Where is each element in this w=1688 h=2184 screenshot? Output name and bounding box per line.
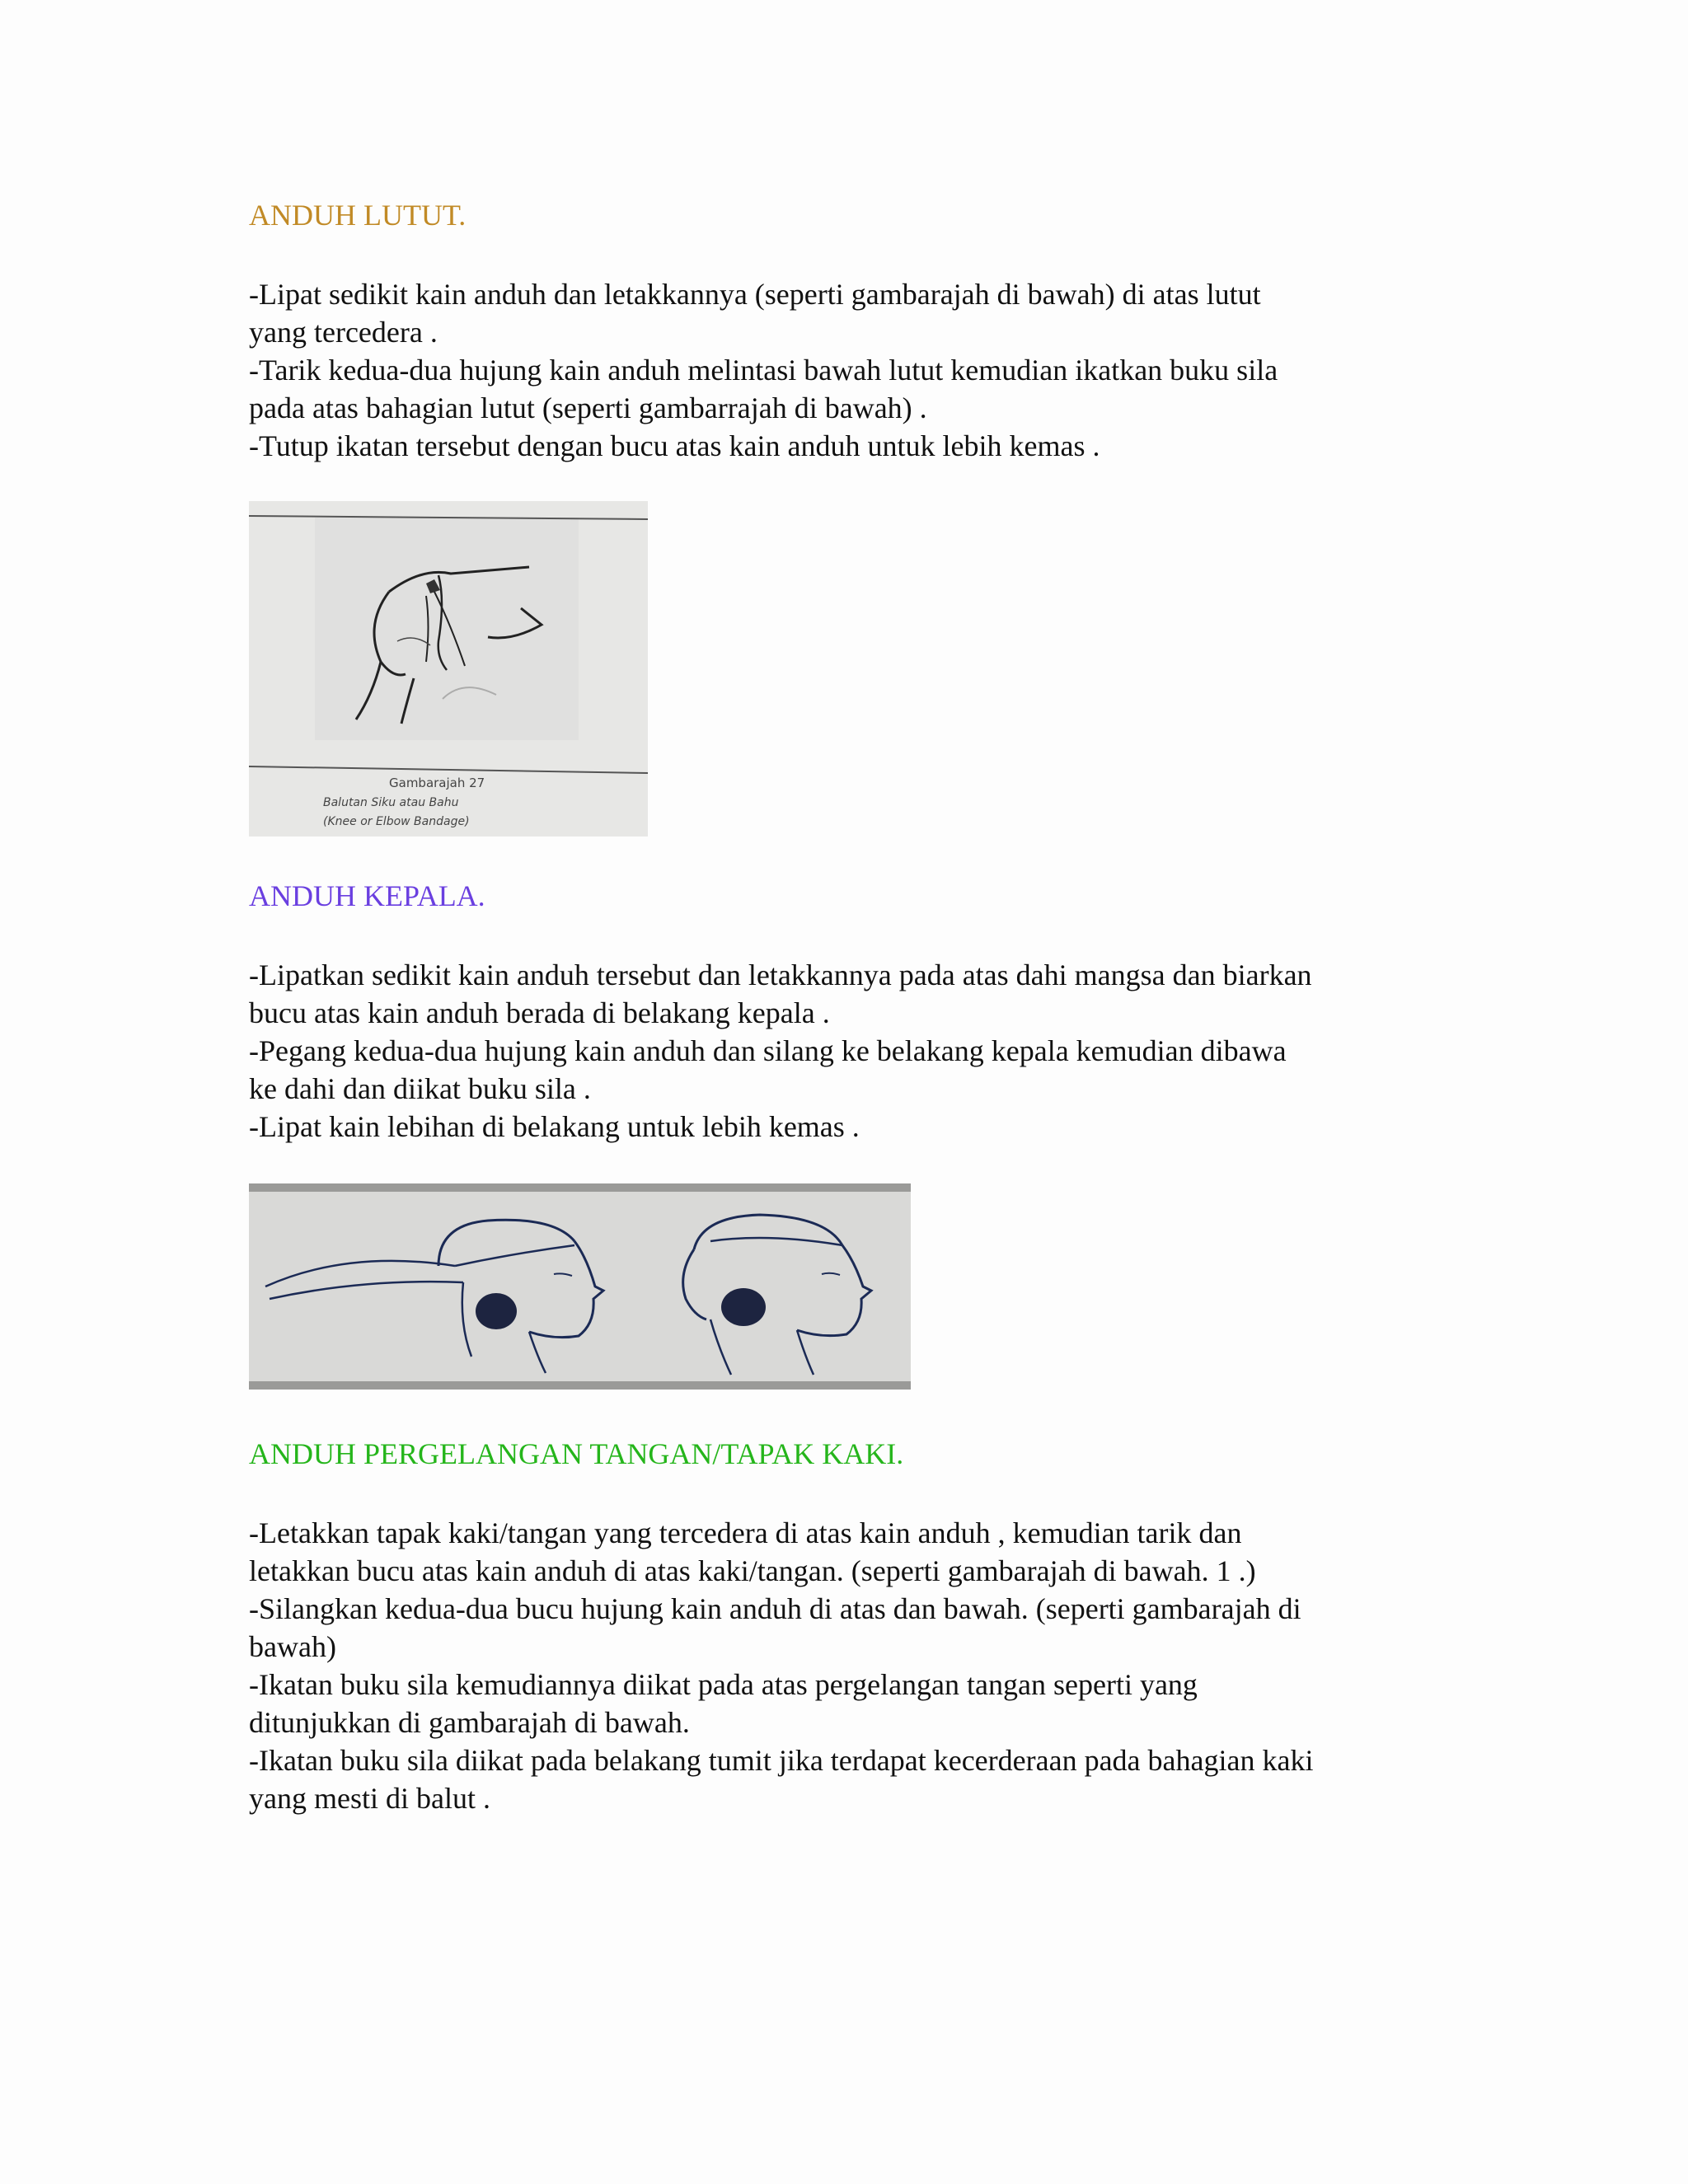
figure-caption-line-2: Balutan Siku atau Bahu	[323, 796, 459, 809]
knee-bandage-illustration	[249, 501, 648, 837]
text-line: -Tutup ikatan tersebut dengan bucu atas kain anduh untuk lebih kemas .	[249, 429, 1100, 462]
figure-caption-line-1: Gambarajah 27	[389, 776, 485, 790]
text-line: -Ikatan buku sila kemudiannya diikat pada atas pergelangan tangan seperti yang	[249, 1668, 1198, 1701]
text-line: -Lipat kain lebihan di belakang untuk lebih kemas .	[249, 1110, 860, 1143]
knee-bandage-drawing	[249, 501, 648, 837]
document-content	[249, 196, 1469, 1817]
text-line: yang tercedera .	[249, 316, 438, 349]
head-bandage-drawing	[249, 1183, 911, 1390]
head-bandage-illustration	[249, 1183, 911, 1390]
text-line: -Pegang kedua-dua hujung kain anduh dan silang ke belakang kepala kemudian dibawa	[249, 1034, 1287, 1067]
text-line: bawah)	[249, 1630, 336, 1663]
figure-caption-line-3: (Knee or Elbow Bandage)	[323, 815, 470, 828]
text-line: letakkan bucu atas kain anduh di atas kaki/tangan. (seperti gambarajah di bawah. 1 .)	[249, 1554, 1256, 1587]
text-line: bucu atas kain anduh berada di belakang kepala .	[249, 996, 830, 1029]
heading-anduh-kepala: ANDUH KEPALA.	[249, 879, 485, 912]
text-line: -Lipat sedikit kain anduh dan letakkannya (seperti gambarajah di bawah) di atas lutut	[249, 278, 1261, 311]
text-line: -Letakkan tapak kaki/tangan yang tercedera di atas kain anduh , kemudian tarik dan	[249, 1516, 1242, 1549]
heading-anduh-pergelangan: ANDUH PERGELANGAN TANGAN/TAPAK KAKI.	[249, 1437, 904, 1470]
text-line: pada atas bahagian lutut (seperti gambarrajah di bawah) .	[249, 391, 927, 424]
text-line: -Ikatan buku sila diikat pada belakang tumit jika terdapat kecerderaan pada bahagian kaki	[249, 1744, 1314, 1777]
text-line: -Lipatkan sedikit kain anduh tersebut dan letakkannya pada atas dahi mangsa dan biarkan	[249, 958, 1312, 991]
text-line: yang mesti di balut .	[249, 1782, 490, 1815]
paragraph-anduh-kepala	[249, 956, 1469, 1146]
text-line: -Tarik kedua-dua hujung kain anduh melintasi bawah lutut kemudian ikatkan buku sila	[249, 354, 1278, 387]
paragraph-anduh-lutut	[249, 275, 1469, 465]
text-line: ke dahi dan diikat buku sila .	[249, 1072, 591, 1105]
text-line: -Silangkan kedua-dua bucu hujung kain anduh di atas dan bawah. (seperti gambarajah di	[249, 1592, 1301, 1625]
paragraph-anduh-pergelangan	[249, 1514, 1469, 1817]
text-line: ditunjukkan di gambarajah di bawah.	[249, 1706, 690, 1739]
heading-anduh-lutut: ANDUH LUTUT.	[249, 199, 467, 232]
